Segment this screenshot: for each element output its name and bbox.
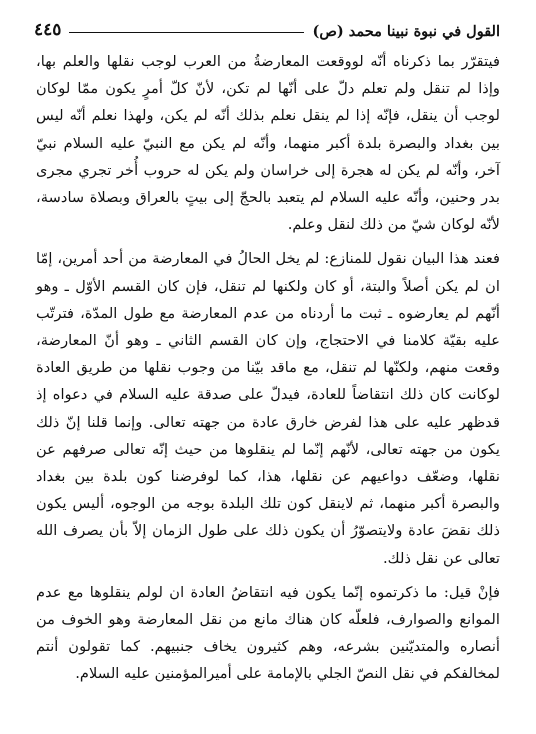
page-number: ٤٤٥ [34, 20, 62, 40]
header-rule [69, 32, 304, 33]
running-title: القول في نبوة نبينا محمد (ص) [312, 23, 500, 40]
paragraph-1: فيتقرّر بما ذكرناه أنّه لووقعت المعارضةُ من العرب لوجب نقلها والعلم بها، وإذا لم تنقل ولم تعلم دلّ على أنّها لم تكن، لأنّ كلّ أمرٍ يكون ممّا لوكان لوجب أن ينقل، فإنّه إذا لم ينقل نعلم بذلك أنّه لم يكن، ولهذا نعلم أنّه ليس بين بغداد والبصرة بلدة أكبر منهما، وأنّه لم يكن مع النبيّ عليه السلام نبيّ آخر، وأنّه لم يكن له هجرة إلى خراسان ولم يكن له حروب أُخر تجري مجرى بدر وحنين، وأنّه عليه السلام لم يتعبد بالحجّ إلى بيتٍ بالعراق وبصلاة سادسة، لأنّه لوكان شيّ من ذلك لنقل وعلم. [36, 53, 500, 234]
paragraph-2: فعند هذا البيان نقول للمنازع: لم يخل الحالُ في المعارضة من أحد أمرين، إمّا ان لم يكن أصلاً والبتة، أو كان ولكنها لم تنقل، فإن كان القسم الأوّل ـ وهو أنّهم لم يعارضوه ـ ثبت ما أردناه من عدم المعارضة مع طول المدّة، فترتّب عليه بقيّة كلامنا في الاحتجاج، وإن كان القسم الثاني ـ وهو أنّ المعارضة، وقعت منهم، ولكنّها لم تنقل، مع ماقد بيّنا من وجوب نقلها من طريق العادة لوكانت كان ذلك انتقاضاً للعادة، فيدلّ على صدقة عليه السلام في دعواه إذ قدظهر عليه على هذا لفرض خارق عادة من جهته تعالى. وإنما قلنا إنّ ذلك يكون من جهته تعالى، لأنّهم إنّما لم ينقلوها من حيث إنّه تعالى صرفهم عن نقلها، وضعّف دواعيهم عن نقلها، هذا، كما لوفرضنا كون بلدة بين بغداد والبصرة أكبر منهما، ثم لاينقل كون تلك البلدة بوجه من الوجوه، أليس يكون ذلك نقضَ عادة ولايتصوّرُ أن يكون ذلك على طول الزمان إلاّ بأن يصرف الله تعالى عن نقل ذلك. [36, 250, 500, 567]
page-header [34, 10, 500, 40]
body-text [36, 48, 500, 688]
paragraph-3: فإنْ قيل: ما ذكرتموه إنّما يكون فيه انتقاضُ العادة ان لولم ينقلوها مع عدم الموانع والصوارف، فلعلّه كان هناك مانع من نقل المعارضة وهو الخوف من أنصاره والمتديّنين بشرعه، وهم كثيرون يخاف جنبيهم. كما تقولون أنتم لمخالفكم في نقل النصّ الجلي بالإمامة على أميرالمؤمنين عليه السلام. [36, 583, 500, 683]
